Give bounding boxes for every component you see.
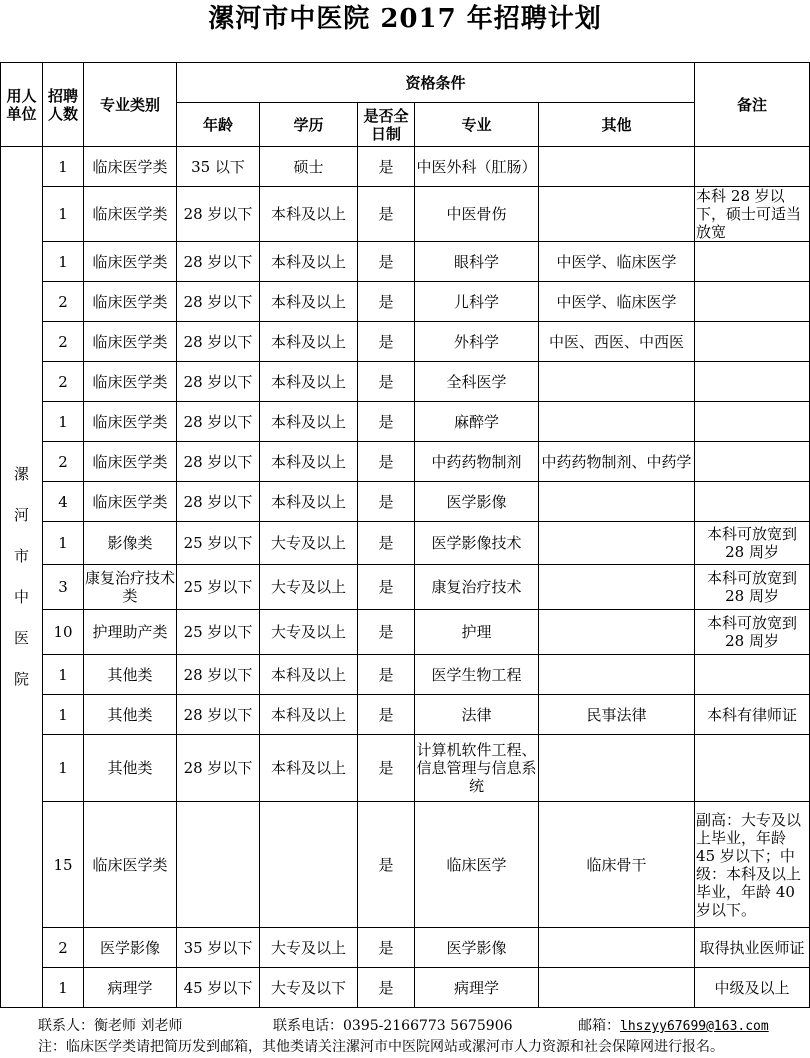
cell-count: 3 bbox=[43, 565, 84, 610]
cell-education: 本科及以上 bbox=[260, 362, 358, 402]
cell-major: 护理 bbox=[415, 610, 539, 655]
table-row bbox=[1, 655, 810, 695]
cell-age: 28 岁以下 bbox=[177, 695, 260, 735]
cell-age: 25 岁以下 bbox=[177, 522, 260, 565]
cell-count: 1 bbox=[43, 695, 84, 735]
cell-remark bbox=[695, 655, 810, 695]
page-title: 漯河市中医院 2017 年招聘计划 bbox=[208, 4, 602, 34]
cell-other bbox=[539, 565, 695, 610]
header-remark: 备注 bbox=[695, 63, 810, 147]
cell-age: 28 岁以下 bbox=[177, 442, 260, 482]
cell-category: 临床医学类 bbox=[84, 282, 177, 322]
cell-major: 中医外科（肛肠） bbox=[415, 147, 539, 187]
cell-count: 2 bbox=[43, 362, 84, 402]
cell-age: 35 岁以下 bbox=[177, 928, 260, 968]
cell-other bbox=[539, 402, 695, 442]
cell-education: 本科及以上 bbox=[260, 655, 358, 695]
header-count: 招聘人数 bbox=[43, 63, 84, 147]
cell-other bbox=[539, 968, 695, 1008]
cell-remark: 中级及以上 bbox=[695, 968, 810, 1008]
cell-category: 临床医学类 bbox=[84, 442, 177, 482]
header-category: 专业类别 bbox=[84, 63, 177, 147]
cell-age: 35 以下 bbox=[177, 147, 260, 187]
unit-name-char: 院 bbox=[13, 670, 29, 688]
cell-other: 中药药物制剂、中药学 bbox=[539, 442, 695, 482]
unit-name-char: 中 bbox=[13, 588, 29, 606]
header-major: 专业 bbox=[415, 103, 539, 147]
cell-count: 1 bbox=[43, 968, 84, 1008]
cell-category: 临床医学类 bbox=[84, 322, 177, 362]
table-row bbox=[1, 522, 810, 565]
cell-category: 医学影像 bbox=[84, 928, 177, 968]
contact-person: 联系人：衡老师 刘老师 bbox=[38, 1018, 183, 1034]
cell-remark: 本科 28 岁以下，硕士可适当放宽 bbox=[695, 187, 810, 242]
cell-major: 医学影像技术 bbox=[415, 522, 539, 565]
cell-age: 25 岁以下 bbox=[177, 565, 260, 610]
recruitment-table bbox=[0, 62, 810, 1008]
cell-major: 计算机软件工程、信息管理与信息系统 bbox=[415, 735, 539, 802]
cell-education: 本科及以上 bbox=[260, 187, 358, 242]
cell-major: 医学影像 bbox=[415, 482, 539, 522]
header-age: 年龄 bbox=[177, 103, 260, 147]
table-row bbox=[1, 402, 810, 442]
cell-age: 28 岁以下 bbox=[177, 655, 260, 695]
cell-major: 医学影像 bbox=[415, 928, 539, 968]
cell-age: 28 岁以下 bbox=[177, 362, 260, 402]
cell-education: 本科及以上 bbox=[260, 242, 358, 282]
unit-name-char: 医 bbox=[13, 629, 29, 647]
cell-fulltime: 是 bbox=[358, 928, 415, 968]
cell-education: 大专及以上 bbox=[260, 610, 358, 655]
cell-major: 全科医学 bbox=[415, 362, 539, 402]
cell-fulltime: 是 bbox=[358, 402, 415, 442]
table-row bbox=[1, 565, 810, 610]
table-row bbox=[1, 282, 810, 322]
cell-remark bbox=[695, 242, 810, 282]
cell-fulltime: 是 bbox=[358, 362, 415, 402]
table-row bbox=[1, 322, 810, 362]
cell-count: 2 bbox=[43, 928, 84, 968]
cell-age: 28 岁以下 bbox=[177, 402, 260, 442]
cell-count: 1 bbox=[43, 147, 84, 187]
cell-education: 大专及以上 bbox=[260, 522, 358, 565]
footer-note: 注：临床医学类请把简历发到邮箱，其他类请关注漯河市中医院网站或漯河市人力资源和社会保障网进行报名。 bbox=[38, 1039, 724, 1055]
cell-remark bbox=[695, 482, 810, 522]
table-row bbox=[1, 482, 810, 522]
cell-count: 15 bbox=[43, 802, 84, 928]
unit-name-char: 漯 bbox=[13, 465, 29, 483]
cell-other bbox=[539, 362, 695, 402]
cell-remark bbox=[695, 735, 810, 802]
table-row bbox=[1, 242, 810, 282]
cell-category: 临床医学类 bbox=[84, 802, 177, 928]
cell-other bbox=[539, 735, 695, 802]
cell-other bbox=[539, 522, 695, 565]
cell-fulltime: 是 bbox=[358, 482, 415, 522]
cell-education: 本科及以上 bbox=[260, 402, 358, 442]
cell-age: 28 岁以下 bbox=[177, 282, 260, 322]
cell-fulltime: 是 bbox=[358, 147, 415, 187]
cell-other: 中医、西医、中西医 bbox=[539, 322, 695, 362]
cell-education: 大专及以下 bbox=[260, 968, 358, 1008]
header-qualifications: 资格条件 bbox=[177, 63, 695, 103]
cell-other bbox=[539, 187, 695, 242]
cell-major: 外科学 bbox=[415, 322, 539, 362]
cell-remark bbox=[695, 362, 810, 402]
table-row bbox=[1, 147, 810, 187]
cell-remark bbox=[695, 147, 810, 187]
cell-other bbox=[539, 147, 695, 187]
cell-major: 麻醉学 bbox=[415, 402, 539, 442]
table-row bbox=[1, 610, 810, 655]
cell-fulltime: 是 bbox=[358, 522, 415, 565]
cell-major: 眼科学 bbox=[415, 242, 539, 282]
header-unit: 用人单位 bbox=[1, 63, 43, 147]
cell-remark: 本科可放宽到 28 周岁 bbox=[695, 565, 810, 610]
cell-major: 医学生物工程 bbox=[415, 655, 539, 695]
cell-education: 本科及以上 bbox=[260, 322, 358, 362]
cell-other bbox=[539, 610, 695, 655]
cell-category: 临床医学类 bbox=[84, 242, 177, 282]
cell-age: 45 岁以下 bbox=[177, 968, 260, 1008]
cell-other: 中医学、临床医学 bbox=[539, 282, 695, 322]
cell-fulltime: 是 bbox=[358, 187, 415, 242]
cell-category: 临床医学类 bbox=[84, 147, 177, 187]
cell-fulltime: 是 bbox=[358, 282, 415, 322]
cell-count: 1 bbox=[43, 655, 84, 695]
cell-unit bbox=[1, 147, 43, 1008]
table-row bbox=[1, 802, 810, 928]
cell-category: 影像类 bbox=[84, 522, 177, 565]
cell-category: 其他类 bbox=[84, 695, 177, 735]
cell-major: 儿科学 bbox=[415, 282, 539, 322]
cell-category: 其他类 bbox=[84, 735, 177, 802]
cell-major: 病理学 bbox=[415, 968, 539, 1008]
cell-fulltime: 是 bbox=[358, 695, 415, 735]
cell-education bbox=[260, 802, 358, 928]
header-other: 其他 bbox=[539, 103, 695, 147]
cell-age: 28 岁以下 bbox=[177, 187, 260, 242]
cell-count: 1 bbox=[43, 402, 84, 442]
cell-remark bbox=[695, 322, 810, 362]
cell-other: 中医学、临床医学 bbox=[539, 242, 695, 282]
cell-age bbox=[177, 802, 260, 928]
cell-count: 2 bbox=[43, 282, 84, 322]
cell-category: 康复治疗技术类 bbox=[84, 565, 177, 610]
table-row bbox=[1, 695, 810, 735]
cell-category: 临床医学类 bbox=[84, 482, 177, 522]
cell-education: 本科及以上 bbox=[260, 695, 358, 735]
cell-fulltime: 是 bbox=[358, 442, 415, 482]
cell-education: 大专及以上 bbox=[260, 928, 358, 968]
contact-line bbox=[38, 1015, 808, 1035]
cell-count: 10 bbox=[43, 610, 84, 655]
cell-fulltime: 是 bbox=[358, 802, 415, 928]
cell-other bbox=[539, 928, 695, 968]
cell-category: 其他类 bbox=[84, 655, 177, 695]
cell-fulltime: 是 bbox=[358, 610, 415, 655]
cell-education: 本科及以上 bbox=[260, 735, 358, 802]
cell-category: 临床医学类 bbox=[84, 402, 177, 442]
table-row bbox=[1, 735, 810, 802]
cell-other: 临床骨干 bbox=[539, 802, 695, 928]
cell-fulltime: 是 bbox=[358, 968, 415, 1008]
cell-count: 1 bbox=[43, 522, 84, 565]
table-row bbox=[1, 928, 810, 968]
table-row bbox=[1, 362, 810, 402]
table-body bbox=[1, 147, 810, 1008]
table-row bbox=[1, 187, 810, 242]
cell-remark bbox=[695, 282, 810, 322]
cell-education: 本科及以上 bbox=[260, 282, 358, 322]
cell-age: 28 岁以下 bbox=[177, 322, 260, 362]
email-label: 邮箱： bbox=[578, 1018, 620, 1034]
cell-count: 2 bbox=[43, 322, 84, 362]
header-education: 学历 bbox=[260, 103, 358, 147]
contact-phone: 联系电话：0395-2166773 5675906 bbox=[273, 1018, 513, 1034]
cell-education: 硕士 bbox=[260, 147, 358, 187]
table-row bbox=[1, 968, 810, 1008]
cell-count: 1 bbox=[43, 242, 84, 282]
cell-category: 临床医学类 bbox=[84, 187, 177, 242]
cell-major: 中医骨伤 bbox=[415, 187, 539, 242]
cell-remark: 取得执业医师证 bbox=[695, 928, 810, 968]
cell-remark: 本科有律师证 bbox=[695, 695, 810, 735]
unit-name-char: 河 bbox=[13, 506, 29, 524]
header-fulltime: 是否全日制 bbox=[358, 103, 415, 147]
cell-category: 临床医学类 bbox=[84, 362, 177, 402]
cell-fulltime: 是 bbox=[358, 322, 415, 362]
cell-count: 1 bbox=[43, 187, 84, 242]
cell-other bbox=[539, 655, 695, 695]
cell-major: 法律 bbox=[415, 695, 539, 735]
cell-count: 1 bbox=[43, 735, 84, 802]
cell-category: 病理学 bbox=[84, 968, 177, 1008]
cell-age: 28 岁以下 bbox=[177, 242, 260, 282]
cell-category: 护理助产类 bbox=[84, 610, 177, 655]
cell-count: 4 bbox=[43, 482, 84, 522]
cell-remark bbox=[695, 442, 810, 482]
table-row bbox=[1, 442, 810, 482]
cell-education: 本科及以上 bbox=[260, 482, 358, 522]
unit-name-char: 市 bbox=[13, 547, 29, 565]
cell-count: 2 bbox=[43, 442, 84, 482]
cell-major: 中药药物制剂 bbox=[415, 442, 539, 482]
cell-fulltime: 是 bbox=[358, 565, 415, 610]
cell-age: 25 岁以下 bbox=[177, 610, 260, 655]
cell-fulltime: 是 bbox=[358, 735, 415, 802]
cell-other: 民事法律 bbox=[539, 695, 695, 735]
cell-education: 大专及以上 bbox=[260, 565, 358, 610]
cell-major: 康复治疗技术 bbox=[415, 565, 539, 610]
cell-remark bbox=[695, 402, 810, 442]
cell-major: 临床医学 bbox=[415, 802, 539, 928]
cell-fulltime: 是 bbox=[358, 655, 415, 695]
cell-remark: 副高：大专及以上毕业，年龄 45 岁以下；中级：本科及以上毕业，年龄 40 岁以下。 bbox=[695, 802, 810, 928]
email-link[interactable]: lhszyy67699@163.com bbox=[620, 1019, 769, 1034]
cell-fulltime: 是 bbox=[358, 242, 415, 282]
cell-age: 28 岁以下 bbox=[177, 482, 260, 522]
cell-age: 28 岁以下 bbox=[177, 735, 260, 802]
cell-remark: 本科可放宽到 28 周岁 bbox=[695, 522, 810, 565]
cell-remark: 本科可放宽到 28 周岁 bbox=[695, 610, 810, 655]
cell-education: 本科及以上 bbox=[260, 442, 358, 482]
cell-other bbox=[539, 482, 695, 522]
